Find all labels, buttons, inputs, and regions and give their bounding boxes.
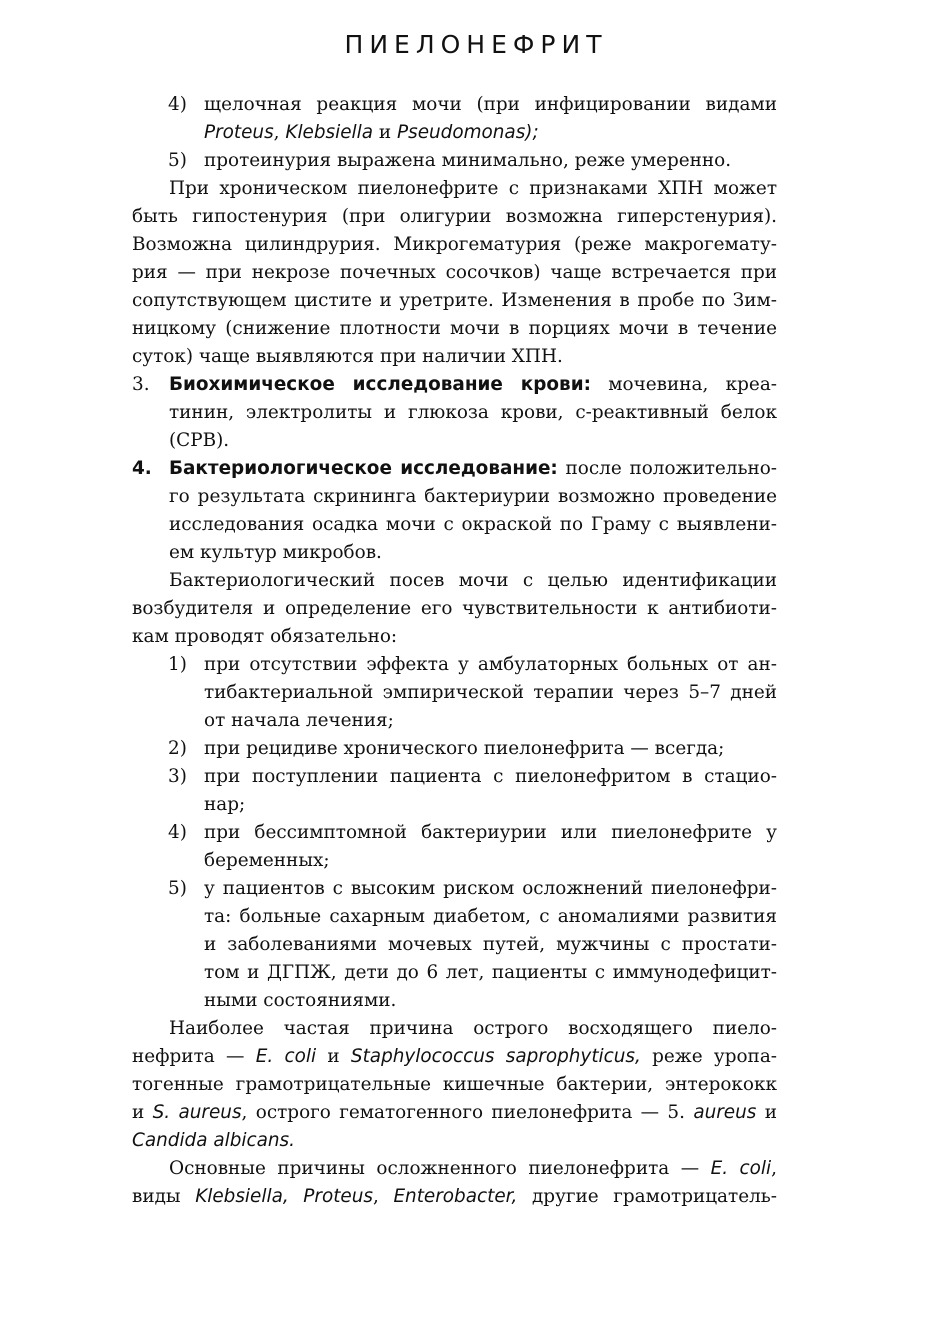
list-item: 3) при поступлении пациента с пиелонефритом в стацио- нар; — [168, 766, 777, 815]
list-item: 5) у пациентов с высоким риском осложнений пиелонефри- та: больные сахарным диабетом, с аномалиями развития и заболеваниями мочевых путей, мужчины с простати- том и ДГПЖ, дети до 6 лет, пациенты с иммунодефицит- ными состояниями. — [168, 878, 777, 1011]
list-item: 2) при рецидиве хронического пиелонефрита — всегда; — [168, 738, 725, 759]
list-number: 5) — [168, 150, 187, 171]
section-heading: Бактериологическое исследование: — [169, 458, 558, 479]
list-text: протеинурия выражена минимально, реже умеренно. — [204, 150, 732, 171]
list-item — [132, 91, 777, 147]
list-item: 1) при отсутствии эффекта у амбулаторных больных от ан- тибактериальной эмпирической терапии через 5–7 дней от начала лечения; — [168, 654, 777, 731]
paragraph-culture: Бактериологический посев мочи с целью идентификации возбудителя и определение его чувствительности к антибиоти- кам проводят обязательно: — [132, 570, 777, 647]
section-number: 3. — [132, 374, 150, 395]
document-body — [132, 91, 777, 1211]
list-number: 4) — [168, 94, 187, 115]
list-text-continued: Proteus, Klebsiella и Pseudomonas); — [204, 122, 539, 143]
section-number: 4. — [132, 458, 152, 479]
page-title: ПИЕЛОНЕФРИТ — [344, 30, 608, 59]
section-bacteriology: 4. Бактериологическое исследование: после положительно- го результата скрининга бактериурии возможно проведение исследования осадка мочи с окраской по Граму с выявлени- ем культур микробов. — [132, 455, 777, 567]
section-heading: Биохимическое исследование крови: — [169, 374, 591, 395]
section-biochemistry: 3. Биохимическое исследование крови: мочевина, креа- тинин, электролиты и глюкоза крови, с-реактивный белок (СРВ). — [132, 371, 777, 455]
paragraph-complicated: Основные причины осложненного пиелонефрита — E. coli, виды Klebsiella, Proteus, Enterobacter, другие грамотрицатель- — [132, 1158, 777, 1207]
paragraph-chronic: При хроническом пиелонефрите с признаками ХПН может быть гипостенурия (при олигурии возможна гиперстенурия). Возможна цилиндрурия. Микрогематурия (реже макрогемату- рия — при некрозе почечных сосочков) чаще встречается при сопутствующем цистите и уретрите. Изменения в пробе по Зим- ницкому (снижение плотности мочи в порциях мочи в течение суток) чаще выявляются при наличии ХПН. — [132, 178, 777, 367]
list-text: щелочная реакция мочи (при инфицировании видами — [204, 94, 777, 115]
list-item — [132, 147, 777, 175]
paragraph-causes: Наиболее частая причина острого восходящего пиело- нефрита — E. coli и Staphylococcus saprophyticus, реже уропа- тогенные грамотрицательные кишечные бактерии, энтерококк и S. aureus, острого гематогенного пиелонефрита — 5. aureus и Candida albicans. — [132, 1018, 777, 1151]
list-item: 4) при бессимптомной бактериурии или пиелонефрите у беременных; — [168, 822, 777, 871]
